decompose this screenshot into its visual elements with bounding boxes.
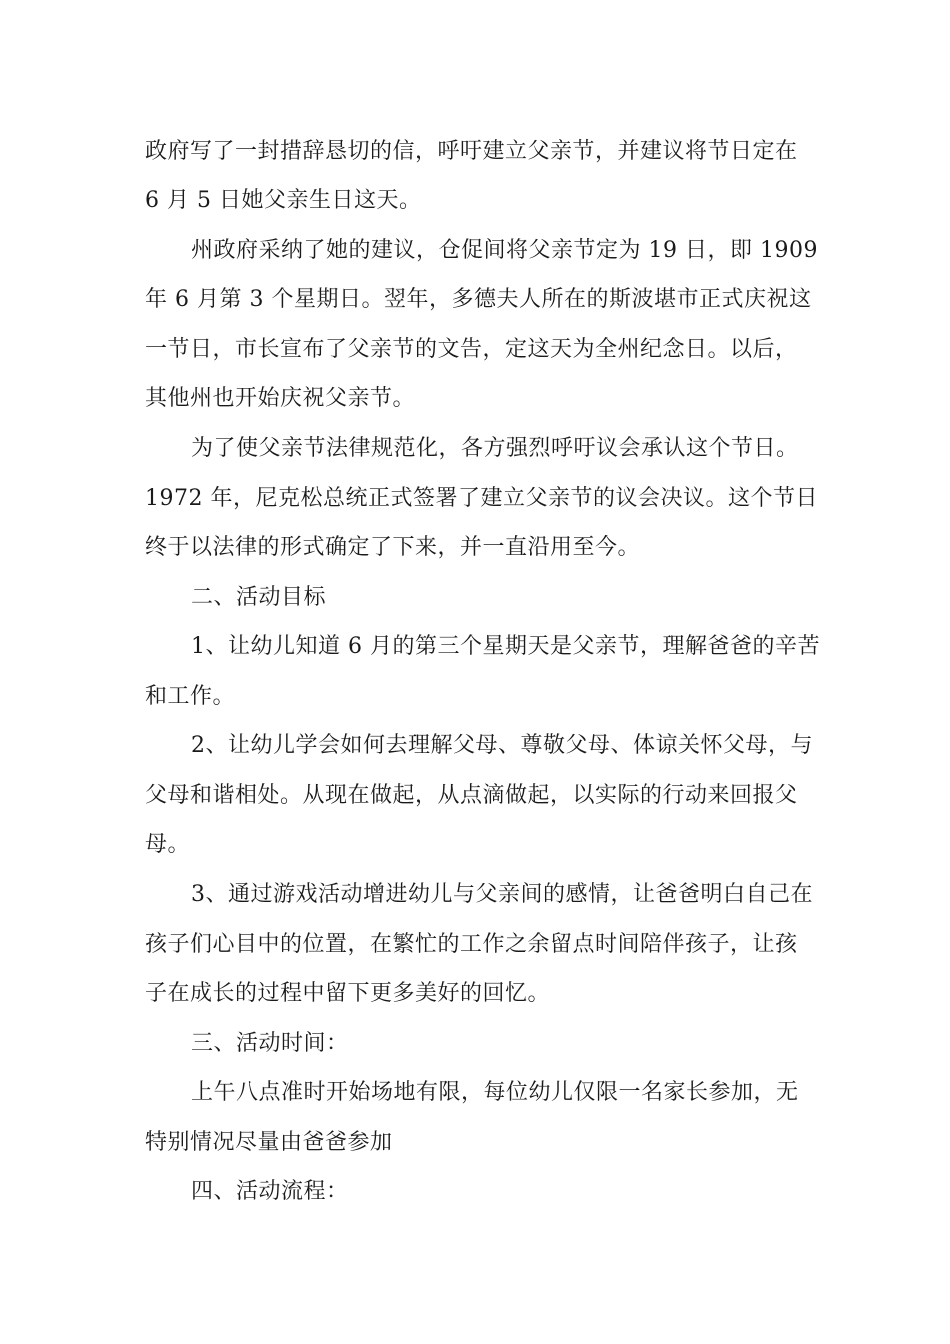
text-line-17: 孩子们心目中的位置，在繁忙的工作之余留点时间陪伴孩子，让孩 bbox=[145, 932, 798, 957]
section-heading-time: 三、活动时间： bbox=[191, 1031, 349, 1056]
text-line-4: 年 6 月第 3 个星期日。翌年，多德夫人所在的斯波堪市正式庆祝这 bbox=[145, 287, 812, 312]
section-heading-process: 四、活动流程： bbox=[191, 1179, 349, 1204]
text-line-16: 3、通过游戏活动增进幼儿与父亲间的感情，让爸爸明白自己在 bbox=[191, 882, 813, 907]
text-line-21: 特别情况尽量由爸爸参加 bbox=[145, 1130, 393, 1155]
text-line-14: 父母和谐相处。从现在做起，从点滴做起，以实际的行动来回报父 bbox=[145, 783, 798, 808]
text-line-8: 1972 年，尼克松总统正式签署了建立父亲节的议会决议。这个节日 bbox=[145, 486, 818, 511]
text-line-12: 和工作。 bbox=[145, 684, 236, 709]
text-line-9: 终于以法律的形式确定了下来，并一直沿用至今。 bbox=[145, 535, 641, 560]
text-line-6: 其他州也开始庆祝父亲节。 bbox=[145, 386, 416, 411]
text-line-11: 1、让幼儿知道 6 月的第三个星期天是父亲节，理解爸爸的辛苦 bbox=[191, 634, 820, 659]
text-line-1: 政府写了一封措辞恳切的信，呼吁建立父亲节，并建议将节日定在 bbox=[145, 139, 798, 164]
text-line-18: 子在成长的过程中留下更多美好的回忆。 bbox=[145, 981, 551, 1006]
text-line-7: 为了使父亲节法律规范化，各方强烈呼吁议会承认这个节日。 bbox=[191, 436, 799, 461]
text-line-5: 一节日，市长宣布了父亲节的文告，定这天为全州纪念日。以后， bbox=[145, 337, 798, 362]
text-line-3: 州政府采纳了她的建议，仓促间将父亲节定为 19 日，即 1909 bbox=[191, 238, 818, 263]
section-heading-goals: 二、活动目标 bbox=[191, 585, 327, 610]
text-line-20: 上午八点准时开始场地有限，每位幼儿仅限一名家长参加，无 bbox=[191, 1080, 799, 1105]
text-line-13: 2、让幼儿学会如何去理解父母、尊敬父母、体谅关怀父母，与 bbox=[191, 733, 813, 758]
text-line-15: 母。 bbox=[145, 832, 191, 857]
text-line-2: 6 月 5 日她父亲生日这天。 bbox=[145, 188, 422, 213]
